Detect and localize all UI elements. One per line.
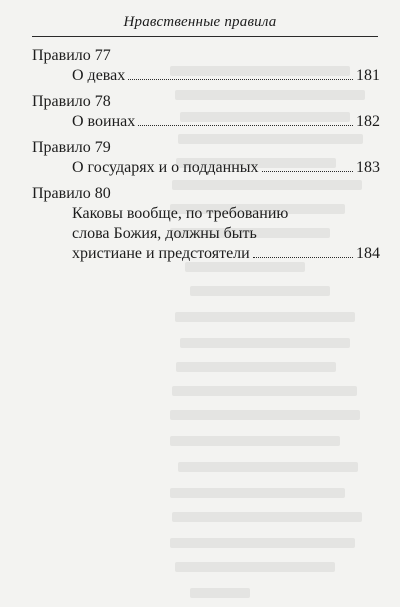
entry-title-line: слова Божия, должны быть <box>72 225 257 242</box>
toc-entry[interactable] <box>72 66 380 86</box>
entry-title-line: Каковы вообще, по требованию <box>72 205 289 222</box>
dot-leader <box>262 171 353 172</box>
page-number: 182 <box>356 113 380 130</box>
toc-entry[interactable] <box>72 204 380 264</box>
rule-heading: Правило 80 <box>32 185 111 202</box>
rule-heading: Правило 78 <box>32 93 111 110</box>
entry-title: О воинах <box>72 113 136 130</box>
header-divider <box>32 36 378 37</box>
page-number: 184 <box>356 245 380 262</box>
table-of-contents <box>32 46 380 264</box>
dot-leader <box>253 257 353 258</box>
entry-title: О девах <box>72 67 126 84</box>
rule-heading: Правило 79 <box>32 139 111 156</box>
running-head: Нравственные правила <box>123 14 277 30</box>
dot-leader <box>128 79 353 80</box>
toc-entry[interactable] <box>72 112 380 132</box>
toc-group <box>32 138 380 178</box>
rule-heading: Правило 77 <box>32 47 111 64</box>
page-number: 181 <box>356 67 380 84</box>
toc-group <box>32 92 380 132</box>
entry-title: О государях и о подданных <box>72 159 259 176</box>
toc-group <box>32 46 380 86</box>
toc-group <box>32 184 380 264</box>
toc-entry[interactable] <box>72 158 380 178</box>
entry-title-line: христиане и предстоятели <box>72 245 250 262</box>
dot-leader <box>138 125 353 126</box>
page-number: 183 <box>356 159 380 176</box>
